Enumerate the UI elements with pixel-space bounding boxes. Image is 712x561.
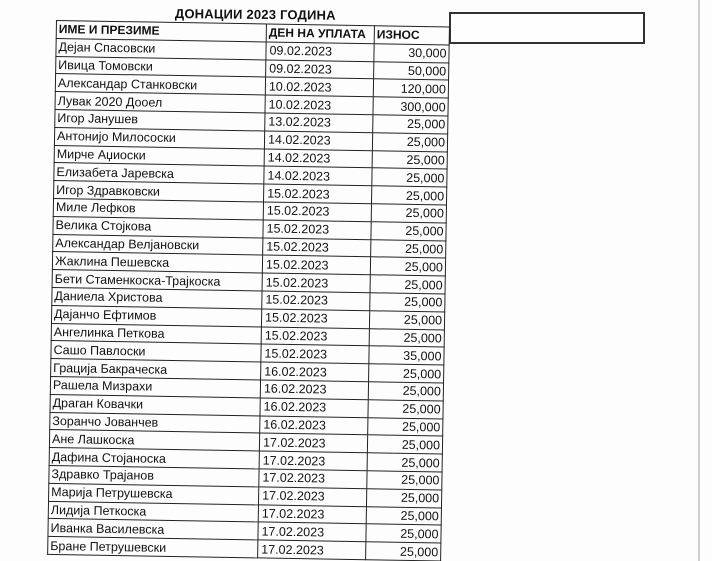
payment-date-cell: 16.02.2023 <box>261 362 369 382</box>
donor-name-cell: Миле Лефков <box>53 198 263 219</box>
amount-cell: 50,000 <box>374 61 449 80</box>
donor-name-cell: Лидија Петкоска <box>48 501 258 522</box>
donor-name-cell: Игор Здравковски <box>54 181 264 202</box>
donor-name-cell: Ивица Томовски <box>56 56 266 77</box>
donor-name-cell: Ангелинка Петкова <box>51 323 261 344</box>
column-header-name: ИМЕ И ПРЕЗИМЕ <box>56 21 266 42</box>
document-title: ДОНАЦИИ 2023 ГОДИНА <box>174 6 336 23</box>
payment-date-cell: 15.02.2023 <box>264 184 372 204</box>
donor-name-cell: Рашела Мизрахи <box>50 376 260 397</box>
donor-name-cell: Бети Стаменкоска-Трајкоска <box>52 270 262 291</box>
payment-date-cell: 14.02.2023 <box>264 131 372 151</box>
donor-name-cell: Иванка Василевска <box>48 519 258 540</box>
donations-table-wrapper <box>47 20 450 561</box>
donor-name-cell: Марија Петрушевска <box>49 483 259 504</box>
donor-name-cell: Зоранчо Јованчев <box>50 412 260 433</box>
donor-name-cell: Даниела Христова <box>52 287 262 308</box>
donor-name-cell: Здравко Трајанов <box>49 465 259 486</box>
amount-cell: 25,000 <box>367 471 442 490</box>
payment-date-cell: 14.02.2023 <box>264 149 372 169</box>
amount-cell: 25,000 <box>369 364 444 383</box>
donor-name-cell: Грација Бакраческа <box>51 359 261 380</box>
amount-cell: 25,000 <box>370 275 445 294</box>
column-header-date: ДЕН НА УПЛАТА <box>266 24 374 44</box>
donor-name-cell: Дајанчо Ефтимов <box>51 305 261 326</box>
payment-date-cell: 15.02.2023 <box>261 326 369 346</box>
amount-cell: 30,000 <box>374 44 449 63</box>
payment-date-cell: 10.02.2023 <box>265 77 373 97</box>
amount-cell: 25,000 <box>371 222 446 241</box>
amount-cell: 25,000 <box>366 506 441 525</box>
amount-cell: 25,000 <box>368 417 443 436</box>
donor-name-cell: Сашо Павлоски <box>51 341 261 362</box>
donor-name-cell: Александар Велјановски <box>53 234 263 255</box>
payment-date-cell: 17.02.2023 <box>258 504 366 524</box>
donor-name-cell: Бране Петрушевски <box>48 537 258 558</box>
payment-date-cell: 15.02.2023 <box>263 220 371 240</box>
donor-name-cell: Александар Станковски <box>55 74 265 95</box>
amount-cell: 25,000 <box>368 382 443 401</box>
payment-date-cell: 17.02.2023 <box>258 522 366 542</box>
donor-name-cell: Игор Јанушев <box>55 109 265 130</box>
donor-name-cell: Лувак 2020 Дооел <box>55 92 265 113</box>
amount-cell: 25,000 <box>370 293 445 312</box>
payment-date-cell: 17.02.2023 <box>259 433 367 453</box>
payment-date-cell: 16.02.2023 <box>260 415 368 435</box>
amount-cell: 25,000 <box>367 435 442 454</box>
donor-name-cell: Елизабета Јаревска <box>54 163 264 184</box>
payment-date-cell: 15.02.2023 <box>262 255 370 275</box>
amount-cell: 25,000 <box>366 524 441 543</box>
amount-cell: 300,000 <box>373 97 448 116</box>
donor-name-cell: Дејан Спасовски <box>56 38 266 59</box>
donor-name-cell: Антонијо Милососки <box>54 127 264 148</box>
amount-cell: 35,000 <box>369 346 444 365</box>
amount-cell: 25,000 <box>371 239 446 258</box>
amount-cell: 25,000 <box>367 453 442 472</box>
amount-cell: 25,000 <box>366 542 441 561</box>
donor-name-cell: Велика Стојкова <box>53 216 263 237</box>
amount-cell: 25,000 <box>370 257 445 276</box>
payment-date-cell: 17.02.2023 <box>258 540 366 560</box>
payment-date-cell: 16.02.2023 <box>260 398 368 418</box>
page-edge <box>698 0 700 561</box>
payment-date-cell: 10.02.2023 <box>265 95 373 115</box>
amount-cell: 25,000 <box>373 115 448 134</box>
donor-name-cell: Драган Ковачки <box>50 394 260 415</box>
amount-cell: 25,000 <box>366 488 441 507</box>
payment-date-cell: 17.02.2023 <box>258 487 366 507</box>
table-body <box>48 38 450 561</box>
payment-date-cell: 16.02.2023 <box>260 380 368 400</box>
donor-name-cell: Ане Лашкоска <box>49 430 259 451</box>
payment-date-cell: 15.02.2023 <box>262 273 370 293</box>
donor-name-cell: Дафина Стојаноска <box>49 448 259 469</box>
payment-date-cell: 15.02.2023 <box>261 344 369 364</box>
empty-box <box>449 12 645 44</box>
amount-cell: 25,000 <box>372 168 447 187</box>
amount-cell: 25,000 <box>372 133 447 152</box>
amount-cell: 25,000 <box>372 150 447 169</box>
amount-cell: 25,000 <box>369 328 444 347</box>
amount-cell: 25,000 <box>369 310 444 329</box>
payment-date-cell: 14.02.2023 <box>264 166 372 186</box>
amount-cell: 120,000 <box>373 79 448 98</box>
donor-name-cell: Мирче Аџиоски <box>54 145 264 166</box>
payment-date-cell: 09.02.2023 <box>266 60 374 80</box>
amount-cell: 25,000 <box>371 186 446 205</box>
donor-name-cell: Жаклина Пешевска <box>52 252 262 273</box>
payment-date-cell: 17.02.2023 <box>259 451 367 471</box>
amount-cell: 25,000 <box>368 399 443 418</box>
amount-cell: 25,000 <box>371 204 446 223</box>
payment-date-cell: 15.02.2023 <box>263 202 371 222</box>
payment-date-cell: 15.02.2023 <box>263 238 371 258</box>
column-header-amount: ИЗНОС <box>374 26 449 45</box>
donations-table <box>47 20 450 561</box>
payment-date-cell: 09.02.2023 <box>266 42 374 62</box>
payment-date-cell: 17.02.2023 <box>259 469 367 489</box>
payment-date-cell: 15.02.2023 <box>262 291 370 311</box>
payment-date-cell: 15.02.2023 <box>261 309 369 329</box>
payment-date-cell: 13.02.2023 <box>265 113 373 133</box>
